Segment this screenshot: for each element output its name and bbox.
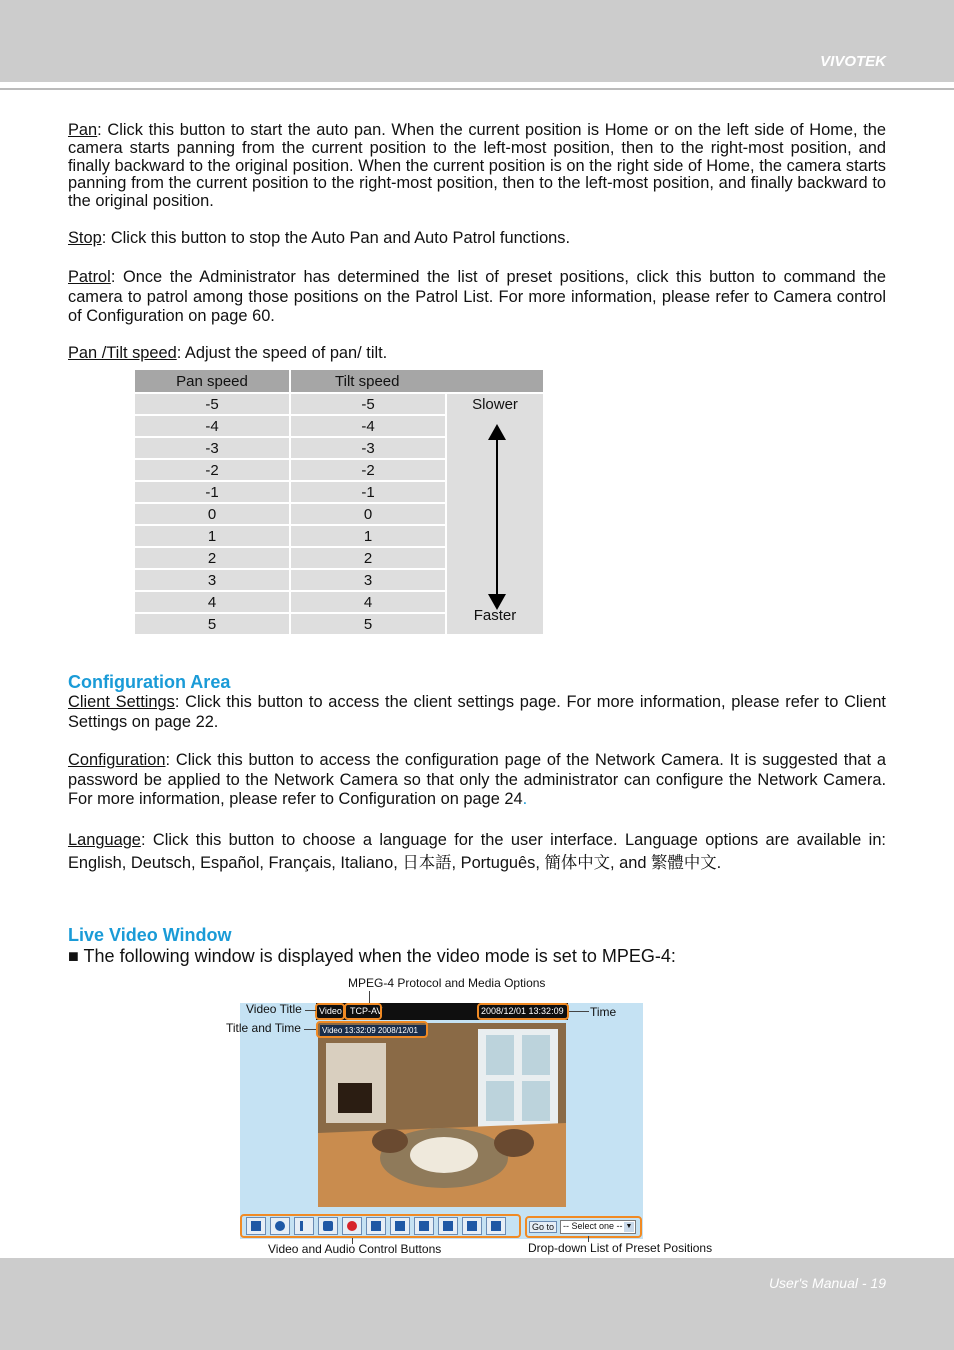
- controls-callout: Video and Audio Control Buttons: [268, 1242, 442, 1256]
- title-time-highlight: [316, 1021, 428, 1038]
- room-scene-image: [318, 1023, 566, 1207]
- video-title-text: Video: [319, 1006, 342, 1016]
- pan-speed-cell: 0: [134, 503, 290, 525]
- tilt-speed-cell: 5: [290, 613, 446, 635]
- tilt-speed-cell: 2: [290, 547, 446, 569]
- live-video-bullet: ■ The following window is displayed when the video mode is set to MPEG-4:: [68, 946, 676, 966]
- faster-label: Faster: [473, 607, 517, 624]
- protocol-highlight: [344, 1003, 382, 1020]
- patrol-text: : Once the Administrator has determined the list of preset positions, click this button to command the camera to patrol among those positions on the Patrol List. For more information, please refer to Camera control of Configuration on page 60.: [68, 268, 886, 325]
- video-overlay-text: Video 13:32:09 2008/12/01: [322, 1026, 418, 1035]
- patrol-paragraph: [68, 268, 886, 327]
- presets-callout: Drop-down List of Preset Positions: [528, 1241, 713, 1255]
- slower-label: Slower: [472, 396, 518, 413]
- page-header: [0, 0, 954, 82]
- brand-logo: VIVOTEK: [820, 53, 886, 70]
- live-video-window: [240, 1003, 643, 1239]
- header-divider: [0, 88, 954, 90]
- pan-speed-cell: -5: [134, 393, 290, 415]
- pan-tilt-speed-paragraph: [68, 345, 886, 363]
- tilt-speed-cell: -2: [290, 459, 446, 481]
- controls-highlight: [240, 1214, 521, 1238]
- language-paragraph: [68, 829, 886, 875]
- configuration-area-heading: Configuration Area: [68, 672, 231, 692]
- time-highlight: [477, 1003, 569, 1020]
- speed-table-header: [134, 369, 544, 393]
- video-title-callout: Video Title: [246, 1002, 302, 1016]
- tilt-speed-cell: 1: [290, 525, 446, 547]
- preset-select-value: -- Select one --: [563, 1221, 623, 1231]
- time-text: 2008/12/01 13:32:09: [481, 1006, 564, 1016]
- table-row: [134, 393, 544, 415]
- tilt-speed-cell: 0: [290, 503, 446, 525]
- pan-speed-cell: -4: [134, 415, 290, 437]
- speed-direction-cell: [446, 393, 544, 635]
- tilt-speed-cell: -5: [290, 393, 446, 415]
- tilt-speed-cell: -1: [290, 481, 446, 503]
- live-video-heading: Live Video Window: [68, 925, 232, 945]
- pan-speed-header: Pan speed: [134, 369, 290, 393]
- title-time-callout: Title and Time: [226, 1021, 301, 1035]
- protocol-text: TCP-AV: [350, 1006, 383, 1016]
- client-settings-text: : Click this button to access the client settings page. For more information, please refer to Client Settings on page 22.: [68, 693, 886, 731]
- language-text: : Click this button to choose a language for the user interface. Language options are available in: English, Deutsch, Español, Français, Italiano, 日本語, Português, 簡体中文, and 繁體中文.: [68, 831, 886, 872]
- pan-speed-cell: 5: [134, 613, 290, 635]
- chevron-down-icon: ▼: [625, 1223, 633, 1230]
- pan-paragraph: [68, 122, 886, 211]
- video-title-highlight: [315, 1003, 345, 1020]
- pan-term: Pan: [68, 121, 98, 139]
- tilt-speed-cell: 3: [290, 569, 446, 591]
- client-settings-paragraph: [68, 693, 886, 732]
- configuration-term: Configuration: [68, 751, 166, 769]
- video-title-leader: [305, 1010, 316, 1011]
- pan-text: : Click this button to start the auto pan. When the current position is Home or on the left side of Home, the camera starts panning from the current position to the left-most position, then to the right-most position, and finally backward to the original position. When the current position is on the right side of Home, the camera starts panning from the current position to the right-most position, then to the left-most position, and finally backward to the original position.: [68, 121, 886, 211]
- client-settings-term: Client Settings: [68, 693, 175, 711]
- page-footer: [0, 1258, 954, 1350]
- stop-paragraph: [68, 230, 886, 248]
- configuration-paragraph: [68, 751, 886, 810]
- tilt-speed-cell: -3: [290, 437, 446, 459]
- title-time-leader: [304, 1029, 316, 1030]
- stop-term: Stop: [68, 229, 102, 247]
- pan-speed-cell: 1: [134, 525, 290, 547]
- pan-speed-cell: -1: [134, 481, 290, 503]
- patrol-term: Patrol: [68, 268, 111, 286]
- tilt-speed-cell: 4: [290, 591, 446, 613]
- presets-highlight: [525, 1216, 642, 1238]
- video-frame[interactable]: [318, 1023, 566, 1207]
- language-term: Language: [68, 831, 141, 849]
- pan-speed-cell: 4: [134, 591, 290, 613]
- tilt-speed-header: Tilt speed: [290, 369, 544, 393]
- pan-tilt-speed-text: : Adjust the speed of pan/ tilt.: [176, 344, 388, 362]
- speed-table: [133, 368, 545, 636]
- pan-speed-cell: -3: [134, 437, 290, 459]
- stop-text: : Click this button to stop the Auto Pan and Auto Patrol functions.: [101, 229, 571, 247]
- time-callout: Time: [590, 1005, 617, 1019]
- pan-speed-cell: -2: [134, 459, 290, 481]
- mpeg-options-label: MPEG-4 Protocol and Media Options: [348, 976, 546, 990]
- configuration-dot: .: [522, 790, 528, 808]
- time-leader: [569, 1011, 589, 1012]
- goto-button[interactable]: Go to: [529, 1221, 557, 1233]
- pan-speed-cell: 3: [134, 569, 290, 591]
- double-arrow-icon: [485, 424, 509, 610]
- pan-tilt-speed-term: Pan /Tilt speed: [68, 344, 177, 362]
- pan-speed-cell: 2: [134, 547, 290, 569]
- tilt-speed-cell: -4: [290, 415, 446, 437]
- page-number: User's Manual - 19: [768, 1275, 886, 1291]
- configuration-text: : Click this button to access the configuration page of the Network Camera. It is suggested that a password be applied to the Network Camera so that only the administrator can configure the Network Camera. For more information, please refer to Configuration on page 24: [68, 751, 886, 808]
